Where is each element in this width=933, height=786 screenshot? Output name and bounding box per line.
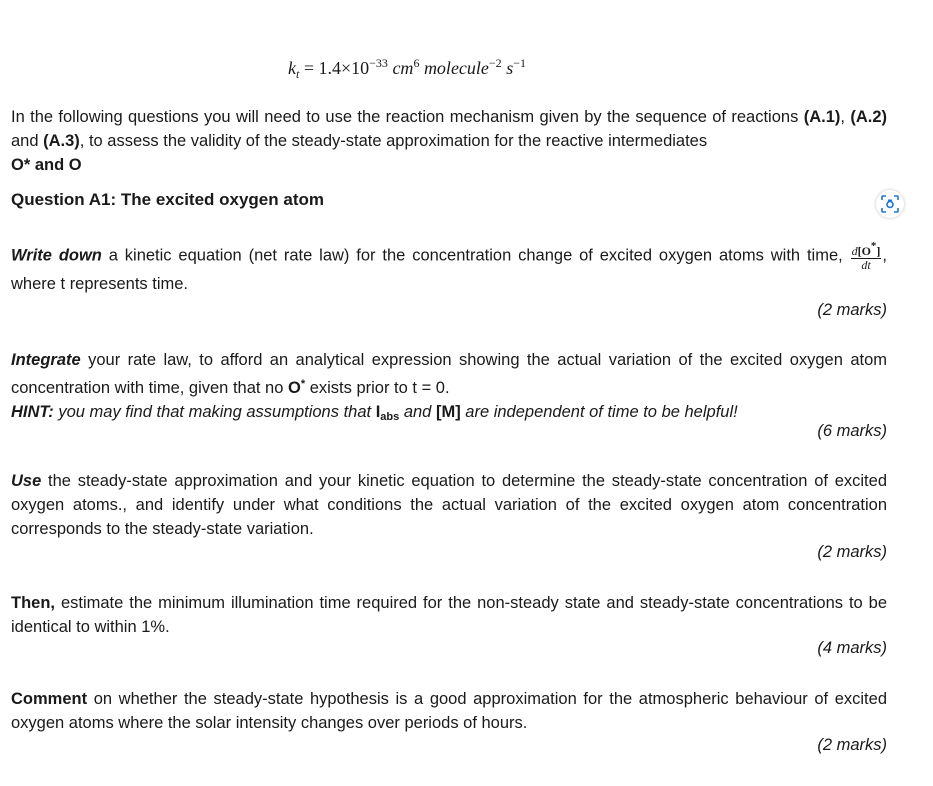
intro-cut-text: O* and O [11, 156, 82, 174]
hint-i-sub: abs [380, 411, 400, 423]
frac-numerator [851, 240, 882, 259]
p2-text1: your rate law, to afford an analytical expression showing the actual variation of the excited oxygen atom concentration with time, given that no [11, 351, 887, 397]
frac-denominator: dt [861, 258, 871, 272]
eq-exp4: −1 [513, 56, 526, 70]
hint-line [11, 403, 738, 421]
intro-end: , to assess the validity of the steady-state approximation for the reactive intermediates [79, 132, 708, 150]
eq-exp1: −33 [369, 56, 388, 70]
p3-text: the steady-state approximation and your kinetic equation to determine the steady-state concentration of excited oxygen atoms., and identify under what conditions the actual variation of the excited oxygen atom concentration corresponds to the steady-state variation. [11, 472, 887, 538]
eq-value: = 1.4×10 [299, 58, 370, 78]
p5-marks: (2 marks) [817, 736, 887, 754]
question-part-1 [11, 240, 887, 296]
hint-text2: are independent of time to be helpful! [460, 403, 738, 421]
eq-exp2: 6 [413, 56, 420, 70]
intro-sep: , [840, 108, 851, 126]
intro-and: and [11, 132, 44, 150]
question-part-3 [11, 469, 887, 541]
p3-marks: (2 marks) [817, 543, 887, 561]
ref-a1: (A.1) [803, 108, 841, 126]
p5-lead: Comment [11, 690, 88, 708]
p2-marks: (6 marks) [817, 422, 887, 440]
intro-paragraph [11, 105, 887, 174]
scan-lens-icon [881, 195, 899, 213]
question-heading: Question A1: The excited oxygen atom [11, 190, 324, 209]
eq-exp3: −2 [488, 56, 502, 70]
p4-lead: Then, [11, 594, 55, 612]
intro-cut-line [11, 153, 887, 174]
eq-unit2: molecule [419, 58, 489, 78]
p4-text: estimate the minimum illumination time required for the non-steady state and steady-state concentrations to be identical to within 1%. [11, 594, 887, 636]
question-part-2 [11, 348, 887, 429]
hint-label: HINT: [11, 403, 54, 421]
p2-o: O [288, 379, 301, 397]
p3-lead: Use [11, 472, 42, 490]
p2-o-star: * [300, 378, 306, 390]
p5-text: on whether the steady-state hypothesis is a good approximation for the atmospheric behaviour of excited oxygen atoms where the solar intensity changes over periods of hours. [11, 690, 887, 732]
rate-constant-equation [288, 56, 526, 82]
question-part-5 [11, 687, 887, 735]
p1-marks: (2 marks) [817, 301, 887, 319]
eq-subscript: t [296, 67, 300, 81]
frac-o: [O [857, 244, 871, 258]
frac-star: * [870, 240, 877, 252]
intro-start: In the following questions you will need to use the reaction mechanism given by the sequence of reactions [11, 108, 799, 126]
eq-unit3: s [501, 58, 514, 78]
eq-unit1: cm [387, 58, 414, 78]
frac-d: d [851, 244, 858, 258]
ref-a3: (A.3) [43, 132, 80, 150]
ref-a2: (A.2) [850, 108, 887, 126]
hint-and: and [399, 403, 436, 421]
hint-i: I [375, 403, 381, 421]
p1-text2: , where t represents time. [11, 246, 888, 293]
question-part-4 [11, 591, 887, 639]
eq-symbol: k [288, 58, 296, 78]
frac-close: ] [876, 244, 881, 258]
hint-text1: you may find that making assumptions that [53, 403, 376, 421]
p2-text2: exists prior to t = 0. [305, 379, 450, 397]
p1-text1: a kinetic equation (net rate law) for the concentration change of excited oxygen atoms with time, [101, 246, 850, 265]
derivative-fraction [851, 240, 882, 272]
p4-marks: (4 marks) [817, 639, 887, 657]
p2-lead: Integrate [11, 351, 81, 369]
hint-m: [M] [435, 403, 461, 421]
p1-lead: Write down [11, 246, 102, 265]
scan-lens-button[interactable] [876, 190, 904, 218]
